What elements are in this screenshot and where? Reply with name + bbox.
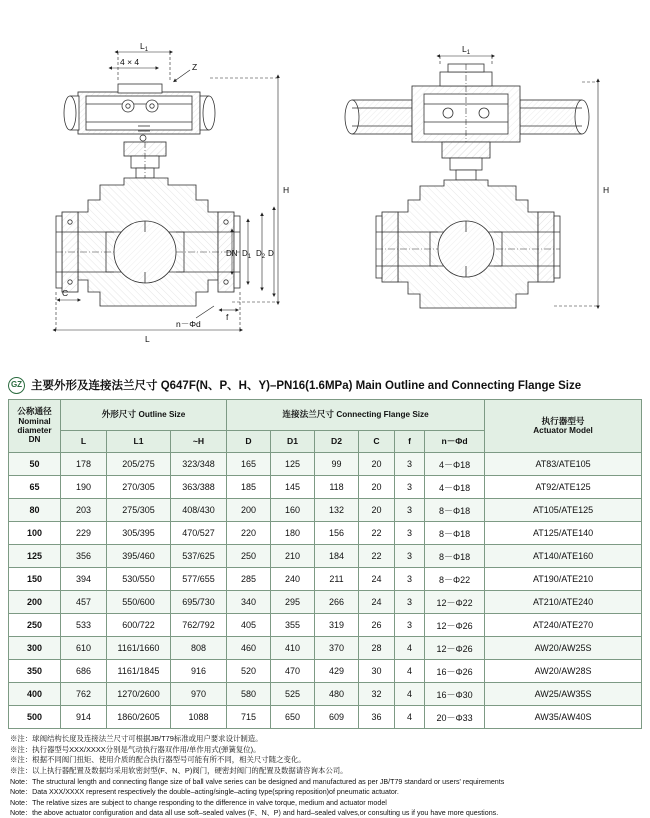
cell-D1: 180 — [271, 522, 315, 545]
header-col-nd: n－Φd — [425, 431, 485, 453]
cell-C: 26 — [359, 614, 395, 637]
cell-D2: 99 — [315, 453, 359, 476]
cell-C: 30 — [359, 660, 395, 683]
dim-label-H-left: H — [283, 185, 290, 195]
cell-actuator: AT190/ATE210 — [485, 568, 642, 591]
cell-L1: 1161/1845 — [107, 660, 171, 683]
dim-label-L1: $L_1$ — [140, 41, 149, 53]
cell-H: 695/730 — [171, 591, 227, 614]
header-col-D1: D1 — [271, 431, 315, 453]
cell-D: 250 — [227, 545, 271, 568]
header-col-D2: D2 — [315, 431, 359, 453]
cell-actuator: AW20/AW28S — [485, 660, 642, 683]
cell-L: 610 — [61, 637, 107, 660]
table-body — [9, 453, 642, 729]
cell-L1: 275/305 — [107, 499, 171, 522]
dim-label-L: L — [145, 334, 150, 344]
cell-D: 460 — [227, 637, 271, 660]
cell-D1: 295 — [271, 591, 315, 614]
cell-L: 229 — [61, 522, 107, 545]
cell-H: 323/348 — [171, 453, 227, 476]
dim-label-D2: $D_2$ — [256, 249, 266, 260]
cell-nd: 16－Φ26 — [425, 660, 485, 683]
dim-label-L1-right: $L_1$ — [462, 44, 471, 56]
cell-H: 916 — [171, 660, 227, 683]
header-col-D: D — [227, 431, 271, 453]
notes-section — [10, 734, 640, 818]
cell-H: 408/430 — [171, 499, 227, 522]
header-nominal-diameter-en: Nominal diameter — [17, 417, 52, 436]
cell-D: 580 — [227, 683, 271, 706]
cell-L1: 1860/2605 — [107, 706, 171, 729]
note-cn-3: ※注：根据不同阀门扭矩、使用介质的配合执行器型号可能有所不同，相关尺寸随之变化。 — [10, 755, 306, 765]
note-cn-2: ※注：执行器型号XXX/XXXX分别是气动执行器双作用/单作用式(弹簧复位)。 — [10, 744, 261, 754]
cell-D: 285 — [227, 568, 271, 591]
cell-D2: 118 — [315, 476, 359, 499]
cell-dn: 250 — [9, 614, 61, 637]
cell-D2: 132 — [315, 499, 359, 522]
cell-dn: 100 — [9, 522, 61, 545]
header-flange-size — [227, 400, 485, 431]
dim-label-Z: Z — [192, 62, 198, 72]
cell-D2: 211 — [315, 568, 359, 591]
cell-C: 22 — [359, 522, 395, 545]
cell-C: 20 — [359, 499, 395, 522]
cell-L: 190 — [61, 476, 107, 499]
header-outline-size-en: Outline Size — [138, 410, 186, 420]
header-nominal-diameter-code: DN — [28, 435, 41, 445]
cell-C: 36 — [359, 706, 395, 729]
dim-label-n-phi-d: n－Φd — [176, 319, 201, 329]
cell-f: 4 — [395, 706, 425, 729]
cell-L: 533 — [61, 614, 107, 637]
dim-label-f: f — [226, 312, 229, 322]
table-row — [9, 499, 642, 522]
table-row — [9, 545, 642, 568]
cell-actuator: AW20/AW25S — [485, 637, 642, 660]
section-title-text: 主要外形及连接法兰尺寸 Q647F(N、P、H、Y)–PN16(1.6MPa) Main Outline and Connecting Flange Size — [31, 380, 582, 392]
cell-f: 3 — [395, 453, 425, 476]
cell-D1: 355 — [271, 614, 315, 637]
cell-f: 3 — [395, 476, 425, 499]
cell-f: 4 — [395, 637, 425, 660]
cell-H: 577/655 — [171, 568, 227, 591]
cell-C: 24 — [359, 568, 395, 591]
cell-L: 394 — [61, 568, 107, 591]
cell-H: 363/388 — [171, 476, 227, 499]
cell-dn: 500 — [9, 706, 61, 729]
cell-D: 200 — [227, 499, 271, 522]
header-flange-size-cn: 连接法兰尺寸 — [282, 409, 334, 420]
cell-C: 32 — [359, 683, 395, 706]
cell-D: 165 — [227, 453, 271, 476]
cell-actuator: AT125/ATE140 — [485, 522, 642, 545]
cell-D2: 370 — [315, 637, 359, 660]
cell-nd: 12－Φ26 — [425, 637, 485, 660]
cell-C: 28 — [359, 637, 395, 660]
cell-f: 4 — [395, 660, 425, 683]
cell-nd: 4－Φ18 — [425, 453, 485, 476]
cell-D1: 240 — [271, 568, 315, 591]
cell-nd: 8－Φ18 — [425, 522, 485, 545]
note-en-3: Note：The relative sizes are subject to change responding to the difference in valve torque, medium and actuator model — [10, 798, 387, 807]
cell-L1: 550/600 — [107, 591, 171, 614]
technical-drawings — [0, 0, 650, 372]
table-row — [9, 614, 642, 637]
dim-label-DN: DN — [226, 249, 238, 258]
left-valve-drawing — [56, 84, 240, 306]
cell-L: 178 — [61, 453, 107, 476]
cell-D1: 145 — [271, 476, 315, 499]
cell-L1: 600/722 — [107, 614, 171, 637]
specification-table — [8, 399, 642, 729]
table-header — [9, 400, 642, 453]
header-actuator-model — [485, 400, 642, 453]
cell-D2: 429 — [315, 660, 359, 683]
dim-label-D1: $D_1$ — [242, 249, 252, 260]
cell-f: 3 — [395, 499, 425, 522]
cell-f: 3 — [395, 591, 425, 614]
cell-D2: 156 — [315, 522, 359, 545]
header-col-H: ~H — [171, 431, 227, 453]
cell-D1: 650 — [271, 706, 315, 729]
cell-nd: 12－Φ22 — [425, 591, 485, 614]
table-row — [9, 453, 642, 476]
dim-label-D: D — [268, 249, 274, 258]
cell-D2: 266 — [315, 591, 359, 614]
cell-D1: 470 — [271, 660, 315, 683]
table-row — [9, 568, 642, 591]
cell-actuator: AT83/ATE105 — [485, 453, 642, 476]
section-badge-icon: GZ — [8, 377, 25, 394]
table-row — [9, 683, 642, 706]
cell-D: 185 — [227, 476, 271, 499]
cell-D2: 184 — [315, 545, 359, 568]
dim-label-4x4: 4 × 4 — [120, 57, 140, 67]
table-row — [9, 476, 642, 499]
note-cn-4: ※注：以上执行器配置及数据均采用软密封型(F、N、P)阀门，硬密封阀门的配置及数据请咨询本公司。 — [10, 766, 348, 776]
right-valve-drawing — [345, 64, 589, 308]
cell-nd: 8－Φ18 — [425, 499, 485, 522]
cell-C: 22 — [359, 545, 395, 568]
cell-D: 520 — [227, 660, 271, 683]
cell-L1: 1270/2600 — [107, 683, 171, 706]
cell-D: 220 — [227, 522, 271, 545]
header-flange-size-en: Connecting Flange Size — [336, 410, 429, 420]
cell-L1: 305/395 — [107, 522, 171, 545]
table-row — [9, 591, 642, 614]
note-en-2: Note：Data XXX/XXXX represent respectively the double–acting/single–acting type(spring reposition)of pneumatic actuator. — [10, 788, 399, 797]
header-col-f: f — [395, 431, 425, 453]
cell-dn: 400 — [9, 683, 61, 706]
cell-H: 470/527 — [171, 522, 227, 545]
cell-L: 356 — [61, 545, 107, 568]
cell-f: 4 — [395, 683, 425, 706]
cell-H: 537/625 — [171, 545, 227, 568]
cell-dn: 50 — [9, 453, 61, 476]
cell-D1: 525 — [271, 683, 315, 706]
cell-f: 3 — [395, 614, 425, 637]
cell-actuator: AW25/AW35S — [485, 683, 642, 706]
section-title — [0, 374, 650, 396]
header-col-L: L — [61, 431, 107, 453]
cell-C: 24 — [359, 591, 395, 614]
cell-nd: 16－Φ30 — [425, 683, 485, 706]
cell-actuator: AW35/AW40S — [485, 706, 642, 729]
cell-actuator: AT140/ATE160 — [485, 545, 642, 568]
cell-dn: 300 — [9, 637, 61, 660]
dim-label-H-right: H — [603, 185, 610, 195]
cell-C: 20 — [359, 453, 395, 476]
cell-L1: 1161/1660 — [107, 637, 171, 660]
cell-dn: 350 — [9, 660, 61, 683]
cell-D: 405 — [227, 614, 271, 637]
cell-actuator: AT210/ATE240 — [485, 591, 642, 614]
table-row — [9, 637, 642, 660]
cell-dn: 150 — [9, 568, 61, 591]
cell-dn: 80 — [9, 499, 61, 522]
cell-L: 686 — [61, 660, 107, 683]
cell-D2: 319 — [315, 614, 359, 637]
cell-L: 203 — [61, 499, 107, 522]
cell-L1: 530/550 — [107, 568, 171, 591]
cell-H: 1088 — [171, 706, 227, 729]
cell-L: 914 — [61, 706, 107, 729]
cell-D: 715 — [227, 706, 271, 729]
header-nominal-diameter — [9, 400, 61, 453]
cell-actuator: AT92/ATE125 — [485, 476, 642, 499]
cell-nd: 8－Φ18 — [425, 545, 485, 568]
cell-L: 762 — [61, 683, 107, 706]
cell-dn: 125 — [9, 545, 61, 568]
cell-nd: 8－Φ22 — [425, 568, 485, 591]
cell-D1: 410 — [271, 637, 315, 660]
note-cn-1: ※注：球阀结构长度及连接法兰尺寸可根据JB/T79标准或用户要求设计制造。 — [10, 734, 263, 743]
cell-actuator: AT105/ATE125 — [485, 499, 642, 522]
cell-H: 762/792 — [171, 614, 227, 637]
cell-L1: 205/275 — [107, 453, 171, 476]
cell-D: 340 — [227, 591, 271, 614]
cell-D2: 480 — [315, 683, 359, 706]
cell-f: 3 — [395, 568, 425, 591]
cell-nd: 4－Φ18 — [425, 476, 485, 499]
table-row — [9, 522, 642, 545]
header-actuator-model-en: Actuator Model — [533, 426, 593, 436]
note-en-4: Note：the above actuator configuration and data all use soft–sealed valves (F、N、P) and hard–sealed valves,or consulting us if you have more questions. — [10, 808, 499, 817]
header-col-L1: L1 — [107, 431, 171, 453]
cell-dn: 65 — [9, 476, 61, 499]
cell-L1: 270/305 — [107, 476, 171, 499]
note-en-1: Note：The structural length and connecting flange size of ball valve series can be designed and manufactured as per JB/T79 standard or users' requirements — [10, 777, 505, 786]
cell-H: 808 — [171, 637, 227, 660]
cell-D1: 125 — [271, 453, 315, 476]
cell-f: 3 — [395, 545, 425, 568]
header-outline-size-cn: 外形尺寸 — [101, 409, 137, 420]
cell-D1: 210 — [271, 545, 315, 568]
header-nominal-diameter-cn: 公称通径 — [17, 406, 52, 417]
table-row — [9, 660, 642, 683]
cell-nd: 12－Φ26 — [425, 614, 485, 637]
header-col-C: C — [359, 431, 395, 453]
cell-nd: 20－Φ33 — [425, 706, 485, 729]
cell-H: 970 — [171, 683, 227, 706]
header-outline-size — [61, 400, 227, 431]
dim-label-C: C — [62, 288, 69, 298]
cell-L1: 395/460 — [107, 545, 171, 568]
cell-f: 3 — [395, 522, 425, 545]
cell-dn: 200 — [9, 591, 61, 614]
cell-D1: 160 — [271, 499, 315, 522]
cell-actuator: AT240/ATE270 — [485, 614, 642, 637]
cell-D2: 609 — [315, 706, 359, 729]
cell-C: 20 — [359, 476, 395, 499]
cell-L: 457 — [61, 591, 107, 614]
table-row — [9, 706, 642, 729]
header-actuator-model-cn: 执行器型号 — [541, 415, 585, 426]
